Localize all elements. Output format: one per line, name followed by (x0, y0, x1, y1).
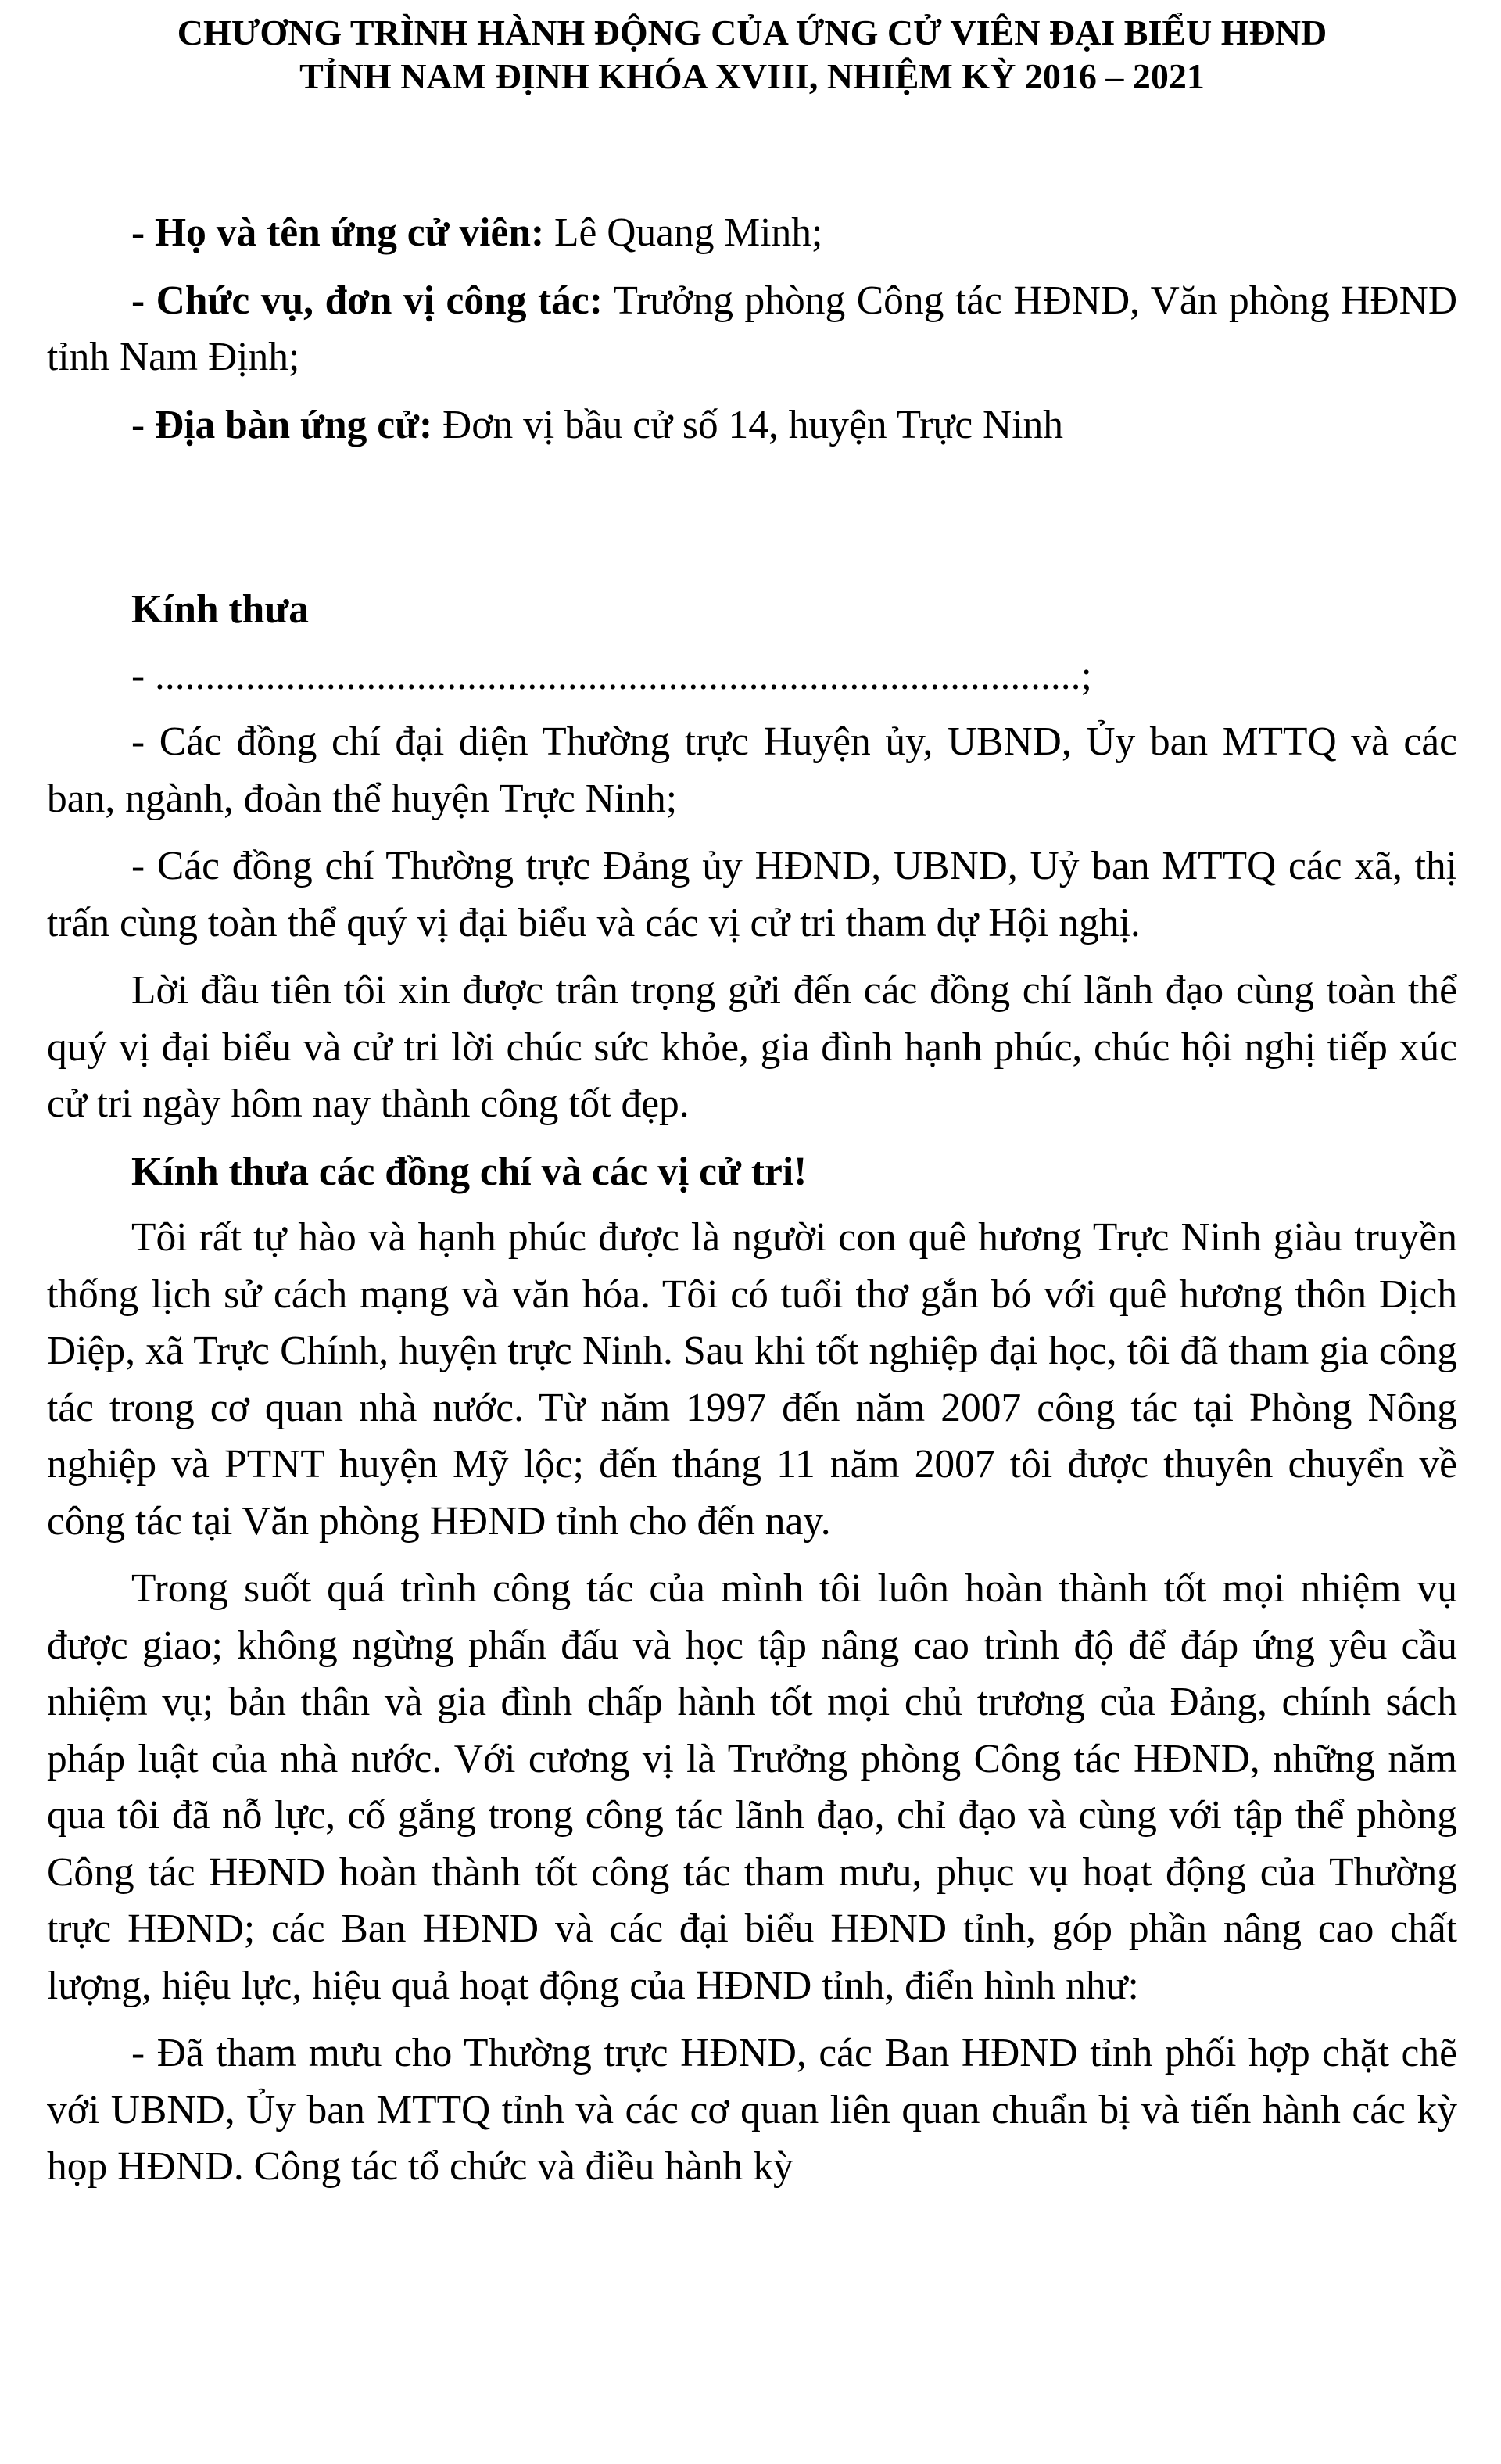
section-heading: Kính thưa các đồng chí và các vị cử tri! (131, 1149, 808, 1194)
section-spacer (47, 464, 1457, 582)
title-line-1: CHƯƠNG TRÌNH HÀNH ĐỘNG CỦA ỨNG CỬ VIÊN ĐẠI BIỂU HĐND (177, 13, 1327, 52)
title-line-2: TỈNH NAM ĐỊNH KHÓA XVIII, NHIỆM KỲ 2016 – 2021 (299, 56, 1205, 96)
candidate-area-label: - Địa bàn ứng cử: (131, 402, 433, 447)
candidate-name (47, 205, 1457, 262)
greeting-heading: Kính thưa (131, 587, 309, 632)
candidate-area (47, 397, 1457, 454)
candidate-position (47, 273, 1457, 386)
candidate-area-value: Đơn vị bầu cử số 14, huyện Trực Ninh (432, 402, 1064, 447)
candidate-name-label: - Họ và tên ứng cử viên: (131, 210, 545, 255)
candidate-position-label: - Chức vụ, đơn vị công tác: (131, 278, 603, 323)
document-title (47, 11, 1457, 99)
candidate-position-value: Trưởng phòng Công tác HĐND, Văn phòng HĐND tỉnh Nam Định; (47, 278, 1458, 379)
body-paragraph-3: - Đã tham mưu cho Thường trực HĐND, các Ban HĐND tỉnh phối hợp chặt chẽ với UBND, Ủy ban MTTQ tỉnh và các cơ quan liên quan chuẩn bị và tiến hành các kỳ họp HĐND. Công tác tổ chức và điều hành kỳ (47, 2031, 1457, 2189)
greeting-placeholder-line: - ............................................................................................; (131, 653, 1092, 698)
body-paragraph-1: Tôi rất tự hào và hạnh phúc được là người con quê hương Trực Ninh giàu truyền thống lịch sử cách mạng và văn hóa. Tôi có tuổi thơ gắn bó với quê hương thôn Dịch Diệp, xã Trực Chính, huyện trực Ninh. Sau khi tốt nghiệp đại học, tôi đã tham gia công tác trong cơ quan nhà nước. Từ năm 1997 đến năm 2007 công tác tại Phòng Nông nghiệp và PTNT huyện Mỹ lộc; đến tháng 11 năm 2007 tôi được thuyên chuyển về công tác tại Văn phòng HĐND tỉnh cho đến nay. (47, 1215, 1457, 1544)
candidate-name-value: Lê Quang Minh; (544, 210, 823, 255)
opening-paragraph: Lời đầu tiên tôi xin được trân trọng gửi đến các đồng chí lãnh đạo cùng toàn thể quý vị đại biểu và cử tri lời chúc sức khỏe, gia đình hạnh phúc, chúc hội nghị tiếp xúc cử tri ngày hôm nay thành công tốt đẹp. (47, 968, 1457, 1126)
greeting-item-2: - Các đồng chí Thường trực Đảng ủy HĐND, UBND, Uỷ ban MTTQ các xã, thị trấn cùng toàn thể quý vị đại biểu và các vị cử tri tham dự Hội nghị. (47, 844, 1457, 945)
greeting-item-1: - Các đồng chí đại diện Thường trực Huyện ủy, UBND, Ủy ban MTTQ và các ban, ngành, đoàn thể huyện Trực Ninh; (47, 719, 1457, 821)
body-paragraph-2: Trong suốt quá trình công tác của mình tôi luôn hoàn thành tốt mọi nhiệm vụ được giao; không ngừng phấn đấu và học tập nâng cao trình độ để đáp ứng yêu cầu nhiệm vụ; bản thân và gia đình chấp hành tốt mọi chủ trương của Đảng, chính sách pháp luật của nhà nước. Với cương vị là Trưởng phòng Công tác HĐND, những năm qua tôi đã nỗ lực, cố gắng trong công tác lãnh đạo, chỉ đạo và cùng với tập thể phòng Công tác HĐND hoàn thành tốt công tác tham mưu, phục vụ hoạt động của Thường trực HĐND; các Ban HĐND và các đại biểu HĐND tỉnh, góp phần nâng cao chất lượng, hiệu lực, hiệu quả hoạt động của HĐND tỉnh, điển hình như: (47, 1566, 1457, 2008)
